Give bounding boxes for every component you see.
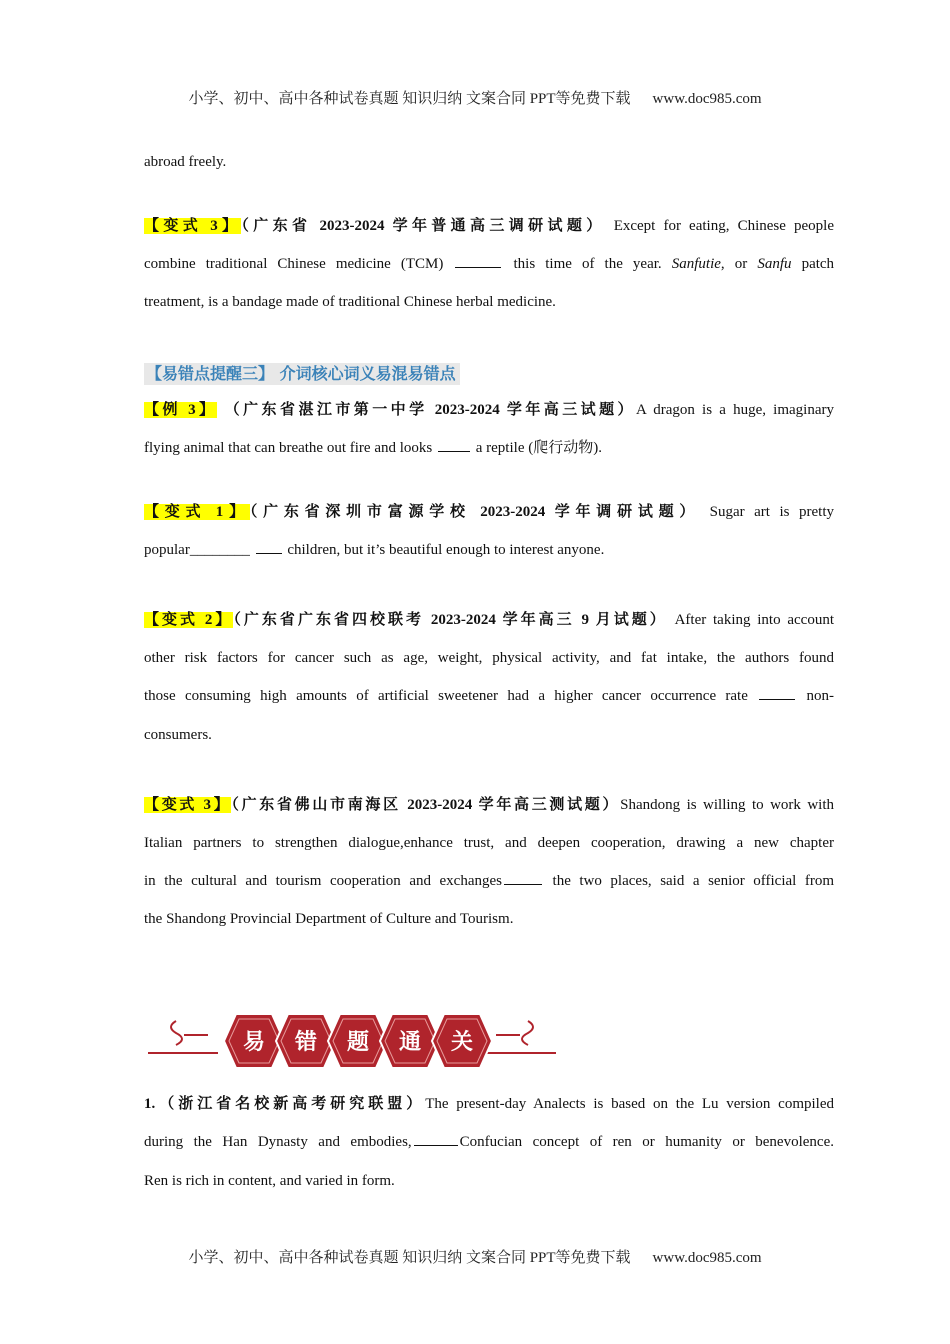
footer-text: 小学、初中、高中各种试卷真题 知识归纳 文案合同 PPT等免费下载 (188, 1250, 631, 1266)
banner-char: 关 (450, 1030, 474, 1055)
variant2-text3b: non- (806, 688, 835, 704)
variant3a-text2d: , or (720, 256, 748, 272)
answer-blank[interactable] (759, 686, 795, 700)
answer-blank[interactable] (455, 254, 501, 268)
header-url[interactable]: www.doc985.com (652, 91, 762, 107)
answer-blank[interactable] (504, 871, 542, 885)
example3-line2 (144, 438, 834, 458)
variant1-line1 (144, 502, 834, 522)
question1-line1 (144, 1094, 834, 1114)
variant3a-term2: Sanfu (757, 256, 792, 272)
section-title: 【易错点提醒三】 介词核心词义易混易错点 (144, 363, 460, 385)
variant3b-line1 (144, 795, 834, 815)
example3-line1 (144, 400, 834, 420)
variant1-text: Sugar art is pretty (709, 504, 834, 520)
example3-text: A dragon is a huge, imaginary (636, 402, 834, 418)
question1-text2b: Confucian concept of ren or humanity or benevolence. (459, 1134, 834, 1150)
question1-source: （浙江省名校新高考研究联盟） (155, 1096, 426, 1112)
question1-line3: Ren is rich in content, and varied in form. (144, 1173, 395, 1189)
variant3a-text2b: this time of the year. (513, 256, 662, 272)
answer-blank[interactable] (414, 1132, 458, 1146)
variant1-text2b: children, but it’s beautiful enough to interest anyone. (287, 542, 605, 558)
variant3a-line2 (144, 254, 834, 274)
variant3a-line1 (144, 216, 834, 236)
banner-swirl-right (522, 1021, 533, 1045)
variant3a-tag: 【变式 3】 (144, 218, 242, 234)
question1-text2a: during the Han Dynasty and embodies, (144, 1134, 412, 1150)
variant3b-text3b: the two places, said a senior official from (552, 873, 835, 889)
variant3b-tag: 【变式 3】 (144, 797, 232, 813)
banner-char: 易 (242, 1030, 266, 1055)
variant2-line2: other risk factors for cancer such as age, weight, physical activity, and fat intake, the authors found (144, 650, 834, 666)
example3-tag: 【例 3】 (144, 402, 218, 418)
example3-text2a: flying animal that can breathe out fire and looks (144, 440, 433, 456)
variant1-source: （广东省深圳市富源学校 2023-2024 学年调研试题） (249, 504, 701, 520)
banner-char: 通 (398, 1030, 422, 1055)
variant3a-text: Except for eating, Chinese people (613, 218, 834, 234)
variant2-text3a: those consuming high amounts of artificial sweetener had a higher cancer occurrence rate (144, 688, 748, 704)
carry-over-text: abroad freely. (144, 154, 227, 170)
banner-hexagons (224, 1014, 492, 1068)
variant3b-line2: Italian partners to strengthen dialogue,enhance trust, and deepen cooperation, drawing a new chapter (144, 835, 834, 851)
section-banner (146, 1013, 558, 1071)
variant3b-text3a: in the cultural and tourism cooperation and exchanges (144, 873, 502, 889)
example3-text2b: a reptile (爬行动物). (475, 440, 602, 456)
variant3a-source: （广东省 2023-2024 学年普通高三调研试题） (241, 218, 606, 234)
variant3a-line3: treatment, is a bandage made of traditional Chinese herbal medicine. (144, 294, 556, 310)
variant3a-text2a: combine traditional Chinese medicine (TCM) (144, 256, 444, 272)
answer-blank[interactable] (256, 540, 282, 554)
footer-url[interactable]: www.doc985.com (652, 1250, 762, 1266)
variant3b-line3 (144, 871, 834, 891)
page-header (0, 87, 950, 108)
question1-text: The present-day Analects is based on the Lu version compiled (425, 1096, 834, 1112)
variant2-line1 (144, 610, 834, 630)
variant2-line3 (144, 686, 834, 706)
variant3a-term1: Sanfutie (671, 256, 721, 272)
banner-char: 题 (346, 1030, 370, 1055)
variant3b-source: （广东省佛山市南海区 2023-2024 学年高三测试题） (231, 797, 621, 813)
variant3b-line4: the Shandong Provincial Department of Culture and Tourism. (144, 911, 514, 927)
banner-swirl-left (171, 1021, 182, 1045)
banner-char: 错 (294, 1030, 318, 1055)
variant2-tag: 【变式 2】 (144, 612, 234, 628)
variant2-text: After taking into account (674, 612, 834, 628)
variant1-text2a: popular________ (144, 542, 250, 558)
variant1-tag: 【变式 1】 (144, 504, 250, 520)
variant2-source: （广东省广东省四校联考 2023-2024 学年高三 9 月试题） (233, 612, 668, 628)
example3-source: （广东省湛江市第一中学 2023-2024 学年高三试题） (224, 402, 636, 418)
question1-number: 1. (144, 1096, 156, 1112)
variant3a-text2f: patch (801, 256, 835, 272)
variant3b-text: Shandong is willing to work with (620, 797, 834, 813)
question1-line2 (144, 1132, 834, 1152)
answer-blank[interactable] (438, 438, 470, 452)
variant2-line4: consumers. (144, 727, 212, 743)
header-text: 小学、初中、高中各种试卷真题 知识归纳 文案合同 PPT等免费下载 (188, 91, 631, 107)
page-footer (0, 1246, 950, 1267)
variant1-line2 (144, 540, 834, 560)
